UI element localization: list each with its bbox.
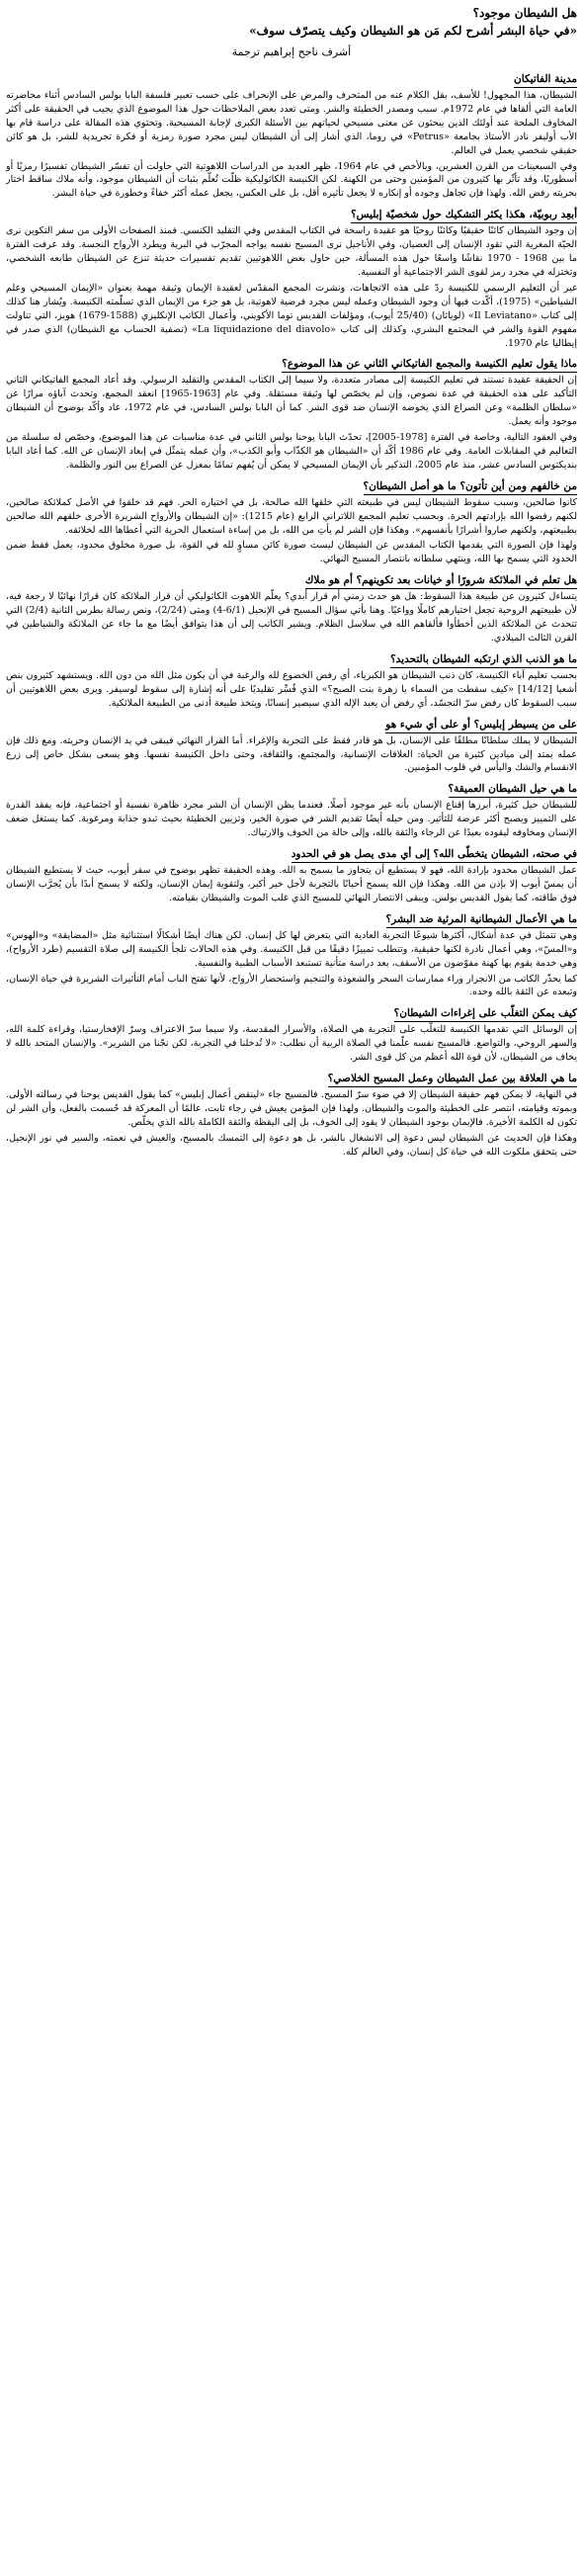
section-heading: في صحته، الشيطان يتخطّى الله؟ إلى أي مدى يصل هو في الحدود bbox=[292, 847, 577, 863]
body-paragraph: الشيطان لا يملك سلطانًا مطلقًا على الإنسان، بل هو قادر فقط على التجربة والإغراء. أما القرار النهائي فيبقى في يد الإنسان وحريته. ومع ذلك فإن عمله يمتد إلى ميادين كثيرة من الحياة: العلاقات الإنسانية، والمجتمع، والثقافة، وحتى داخل الكنيسة نفسها. وهو يسعى بشكل خاص إلى زرع الانقسام والشك واليأس في قلوب المؤمنين. bbox=[6, 734, 577, 774]
section bbox=[6, 647, 577, 669]
body-paragraph: وهي تتمثل في عدة أشكال، أكثرها شيوعًا التجربة العادية التي يتعرض لها كل إنسان. لكن هناك أيضًا أشكالًا استثنائية مثل «المضايقة» و«الهوس» و«المسّ»، وهي أعمال نادرة لكنها حقيقية، وتتطلب تمييزًا دقيقًا من قبل الكنيسة. وفي هذه الحالات تلجأ الكنيسة إلى صلاة التقسيم (طرد الأرواح)، وهي خدمة يقوم بها كهنة مفوّضون من الأسقف، بعد دراسة متأنية تستبعد الأسباب الطبية والنفسية. bbox=[6, 929, 577, 969]
body-paragraph: إن الحقيقة عقيدة تستند في تعليم الكنيسة إلى مصادر متعددة، ولا سيما إلى الكتاب المقدس والتقليد الرسولي. وقد أعاد المجمع الفاتيكاني الثاني التأكيد على هذه الحقيقة في عدة نصوص، وإن لم يخصّص لها وثيقة مستقلة. وفي عام [1963-1965] انعقد المجمع، وتحدث آباؤه مرارًا عن «سلطان الظلمة» وعن الصراع الذي يخوضه الإنسان ضد قوى الشر. كما أن البابا بولس السادس، في عام 1972، عاد وأكّد بوضوح أن الشيطان موجود وأنه يعمل. bbox=[6, 375, 578, 428]
article-body bbox=[6, 67, 577, 1159]
body-paragraph: غير أن التعليم الرسمي للكنيسة ردّ على هذه الاتجاهات، ونشرت المجمع المقدّس لعقيدة الإيمان وثيقة مهمة بعنوان «الإيمان المسيحي وعلم الشياطين» (1975)، أكّدت فيها أن وجود الشيطان وعمله ليس مجرد فرضية لاهوتية، بل هو جزء من الإيمان الذي تسلّمته الكنيسة. ويُشار هنا كذلك إلى كتاب «Il Leviatano» (لوياثان) (25/40 أيوب)، ومؤلفات القديس توما الأكويني، وأعمال الكاتب الإنكليزي (1588-1679) هوبز، التي تناولت مفهوم القوة والشر في المجتمع البشري، وكذلك إلى كتاب «La liquidazione del diavolo» (تصفية الحساب مع الشيطان) الذي صدر في إيطاليا عام 1970. bbox=[6, 282, 577, 349]
section-heading: أبعِد ربوبيّة، هكذا يكثر التشكيك حول شخصيّة إبليس؟ bbox=[351, 208, 577, 223]
body-paragraph: في النهاية، لا يمكن فهم حقيقة الشيطان إلا في ضوء سرّ المسيح. فالمسيح جاء «لينقض أعمال إبليس» كما يقول القديس يوحنا في رسالته الأولى. وبموته وقيامته، انتصر على الخطيئة والموت والشيطان. ولهذا فإن المؤمن يعيش في رجاء ثابت، عالمًا أن المعركة قد حُسمت بالفعل، وأن الشر لن تكون له الكلمة الأخيرة. فالإيمان بوجود الشيطان لا يقود إلى الخوف، بل إلى اليقظة والثقة الكاملة بالله الذي يخلّص. bbox=[6, 1089, 577, 1128]
section-heading: ما هي العلاقة بين عمل الشيطان وعمل المسيح الخلاصي؟ bbox=[328, 1072, 577, 1087]
section-heading: ما هو الذنب الذي ارتكبه الشيطان بالتحديد؟ bbox=[390, 652, 577, 668]
body-paragraph: ولهذا فإن الصورة التي يقدمها الكتاب المقدس عن الشيطان ليست صورة كائن مساوٍ لله في القوة، بل صورة مخلوق محدود، يعمل فقط ضمن الحدود التي يسمح بها الله، وينتهي سلطانه بانتصار المسيح النهائي. bbox=[6, 540, 577, 565]
body-paragraph: وفي السبعينات من القرن العشرين، وبالأخص في عام 1964، ظهر العديد من الدراسات اللاهوتية التي حاولت أن تفسّر الشيطان تفسيرًا رمزيًا أو أسطوريًا، وقد تأثّر بها كثيرون من المؤمنين وحتى من الكهنة. لكن الكنيسة الكاثوليكية ظلّت تُعلّم بثبات أن الشيطان موجود، وأنه ملاك ساقط اختار بحريته رفض الله. ولهذا فإن تجاهل وجوده أو إنكاره لا يجعل تأثيره أقل، بل على العكس، يجعل عمله أكثر خفاءً وخطورة في حياة البشر. bbox=[6, 160, 577, 200]
section bbox=[6, 568, 577, 590]
section bbox=[6, 203, 577, 224]
body-paragraph: للشيطان حيل كثيرة، أبرزها إقناع الإنسان بأنه غير موجود أصلًا. فعندما يظن الإنسان أن الشر مجرد ظاهرة نفسية أو اجتماعية، فإنه يفقد القدرة على التمييز ويصبح أكثر عرضة للتأثير. ومن حيله أيضًا تقديم الشر في صورة الخير، وتزيين الخطيئة بحيث تبدو جذابة ومرغوبة. كما يستغل ضعف الإنسان ومخاوفه ليقوده بعيدًا عن الرجاء والثقة بالله، وإلى حالة من الخوف والارتباك. bbox=[6, 800, 577, 839]
section bbox=[6, 1067, 577, 1088]
body-paragraph: إن وجود الشيطان كائنًا حقيقيًا وكائنًا روحيًا هو عقيدة راسخة في الكتاب المقدس وفي التقليد الكنسي. فمنذ الصفحات الأولى من سفر التكوين نرى الحيّة المغرية التي تقود الإنسان إلى العصيان، وفي الأناجيل نرى المسيح نفسه يواجه المجرّب في البرية ويطرد الأرواح النجسة. وقد عرفت الفترة ما بين 1968 - 1970 نقاشًا واسعًا حول هذه المسألة، حين حاول بعض اللاهوتيين تقديم تفسيرات حديثة تنزع عن الشيطان طابعه الشخصي، وتختزله في مجرد رمز لقوى الشر الاجتماعية أو النفسية. bbox=[6, 225, 577, 278]
body-paragraph: يتساءل كثيرون عن طبيعة هذا السقوط: هل هو حدث زمني أم قرار أبدي؟ يعلّم اللاهوت الكاثوليكي أن قرار الملائكة كان قرارًا نهائيًا لا رجعة فيه، لأن طبيعتهم الروحية تجعل اختيارهم كاملًا وواعيًا. وهنا يأتي سؤال المسيح في الإنجيل (6/1-4) ومتى (2/24)، ونص رسالة بطرس الثانية (2/4) التي تتحدث عن الملائكة الذين أخطأوا فألقاهم الله في سلاسل الظلام. ويشير الكاتب إلى أن هذا يتوافق أيضًا مع ما جاء عن الملائكة والشياطين في القرن الثالث الميلادي. bbox=[6, 591, 577, 644]
section bbox=[6, 67, 577, 89]
article-subtitle: «في حياة البشر أشرح لكم مَن هو الشيطان وكيف يتصرّف سوف» bbox=[249, 24, 577, 38]
section-heading: ما هي الأعمال الشيطانية المرئية ضد البشر؟ bbox=[386, 912, 577, 928]
article-title: هل الشيطان موجود؟ bbox=[472, 6, 577, 20]
body-paragraph: الشيطان، هذا المجهول! للأسف، بقل الكلام عنه من المتحرف والمرض على الإنحراف على حسب تعبير فلسفة البابا بولس السادس أثناء محاضرته العامة التي ألقاها في عام 1972م. سبب ومصدر الخطيئة والشر. ومتى تعدد بعض الملاحظات حول هذا الموضوع الذي يجيب في الحقيقة على أكثر المخاوف الملحة عند أولئك الذين يبحثون عن معنى مسيحي لحياتهم بين الأسئلة الكبرى لإجابة المسيحية. وتحتوي هذه المقالة على دراسة قام بها الأب أوليفر نادر الأستاذ بجامعة «Petrus» في روما، الذي أشار إلى أن الشيطان ليس مجرد صورة رمزية أو فكرة تجريدية للشر، بل هو كائن حقيقي شخصي يعمل في العالم. bbox=[6, 90, 577, 156]
section bbox=[6, 907, 577, 929]
section bbox=[6, 777, 577, 799]
body-paragraph: بحسب تعليم آباء الكنيسة، كان ذنب الشيطان هو الكبرياء، أي رفض الخضوع لله والرغبة في أن يكون مثل الله من دون الله. ويستشهد كثيرون بنص أشعيا [14/12] «كيف سقطت من السماء يا زهرة بنت الصبح؟» الذي فُسِّر تقليديًا على أنه إشارة إلى سقوط لوسيفر. ويرى بعض اللاهوتيين أن سبب السقوط كان رفض سرّ التجسّد، أي رفض أن يعبد الإله الذي سيصير إنسانًا، ويتخذ طبيعة أدنى من الطبيعة الملائكية. bbox=[6, 669, 577, 709]
section-heading: من خالفهم ومن أين تأتون؟ ما هو أصل الشيطان؟ bbox=[364, 479, 577, 495]
section-heading: كيف يمكن التغلّب على إغراءات الشيطان؟ bbox=[394, 1006, 577, 1022]
section bbox=[6, 842, 577, 864]
section bbox=[6, 1001, 577, 1023]
section bbox=[6, 713, 577, 734]
section-heading: ماذا يقول تعليم الكنيسة والمجمع الفاتيكاني الثاني عن هذا الموضوع؟ bbox=[282, 357, 577, 373]
body-paragraph: كما يحذّر الكاتب من الانجرار وراء ممارسات السحر والشعوذة والتنجيم واستحضار الأرواح، لأنها تفتح الباب أمام التأثيرات الشريرة في حياة الإنسان، وتبعده عن الثقة بالله وحده. bbox=[6, 973, 577, 998]
section bbox=[6, 474, 577, 496]
author-line: أشرف ناجح إبراهيم ترجمة bbox=[231, 45, 352, 58]
section-heading: هل تعلم في الملائكة شرورًا أو خيانات بعد تكوينهم؟ أم هو ملاك bbox=[305, 573, 577, 589]
body-paragraph: إن الوسائل التي تقدمها الكنيسة للتغلّب على التجربة هي الصلاة، والأسرار المقدسة، ولا سيما سرّ الاعتراف وسرّ الإفخارستيا، وقراءة كلمة الله، والسهر الروحي، والتواضع. فالمسيح نفسه علّمنا في الصلاة الربية أن نطلب: «لا تُدخلنا في التجربة، لكن نجّنا من الشرير». والإنسان المتحد بالله لا يخاف من الشيطان، لأن قوة الله أعظم من كل قوى الشر. bbox=[6, 1024, 577, 1064]
section bbox=[6, 352, 577, 374]
section-heading: مدينة الفاتيكان bbox=[514, 72, 577, 88]
body-paragraph: وفي العقود التالية، وخاصة في الفترة [1978-2005]، تحدّث البابا يوحنا بولس الثاني في عدة مناسبات عن هذا الموضوع، وخصّص له سلسلة من التعاليم في المقابلات العامة. وفي عام 1986 أكّد أن «الشيطان هو الكذّاب وأبو الكذب»، وأن عمله يتمثّل في إبعاد الإنسان عن الله. كما أعاد البابا بنديكتوس السادس عشر، منذ عام 2005، التذكير بأن الإيمان المسيحي لا يمكن أن يُفهم تمامًا بمعزل عن الصراع بين النور والظلمة. bbox=[6, 432, 577, 471]
section-heading: على من يسيطر إبليس؟ أو على أي شيء هو bbox=[385, 718, 577, 733]
body-paragraph: وهكذا فإن الحديث عن الشيطان ليس دعوة إلى الانشغال بالشر، بل هو دعوة إلى التمسك بالمسيح، والعيش في نعمته، والسير في نور الإنجيل، حتى يتحقق ملكوت الله في حياة كل إنسان، وفي العالم كله. bbox=[6, 1132, 577, 1158]
section-heading: ما هي حيل الشيطان العميقة؟ bbox=[449, 782, 577, 798]
body-paragraph: كانوا صالحين، وسبب سقوط الشيطان ليس في طبيعته التي خلقها الله صالحة، بل في اختياره الحر. فهم قد خلقوا في الأصل كملائكة صالحين، لكنهم رفضوا الله بإرادتهم الحرة. وبحسب تعليم المجمع اللاتراني الرابع (عام 1215): «إن الشيطان والأرواح الشريرة الأخرى خلقهم الله صالحين بطبيعتهم، ولكنهم صاروا أشرارًا بأنفسهم». وهكذا فإن الشر لم يأتِ من الله، بل من إساءة استعمال الحرية التي أعطاها الله لخلائقه. bbox=[6, 496, 577, 536]
body-paragraph: عمل الشيطان محدود بإرادة الله، فهو لا يستطيع أن يتجاوز ما يسمح به الله. وهذه الحقيقة تظهر بوضوح في سفر أيوب، حيث لا يستطيع الشيطان أن يمسّ أيوب إلا بإذن من الله. وهكذا فإن الله يسمح أحيانًا بالتجربة لأجل خير أكبر، ولتقوية إيمان الإنسان، ولكنه لا يسمح أبدًا بأن يُجرَّب الإنسان فوق طاقته، كما يقول القديس بولس. ويبقى الانتصار النهائي للمسيح الذي غلب الموت والشيطان بقيامته. bbox=[6, 865, 577, 903]
